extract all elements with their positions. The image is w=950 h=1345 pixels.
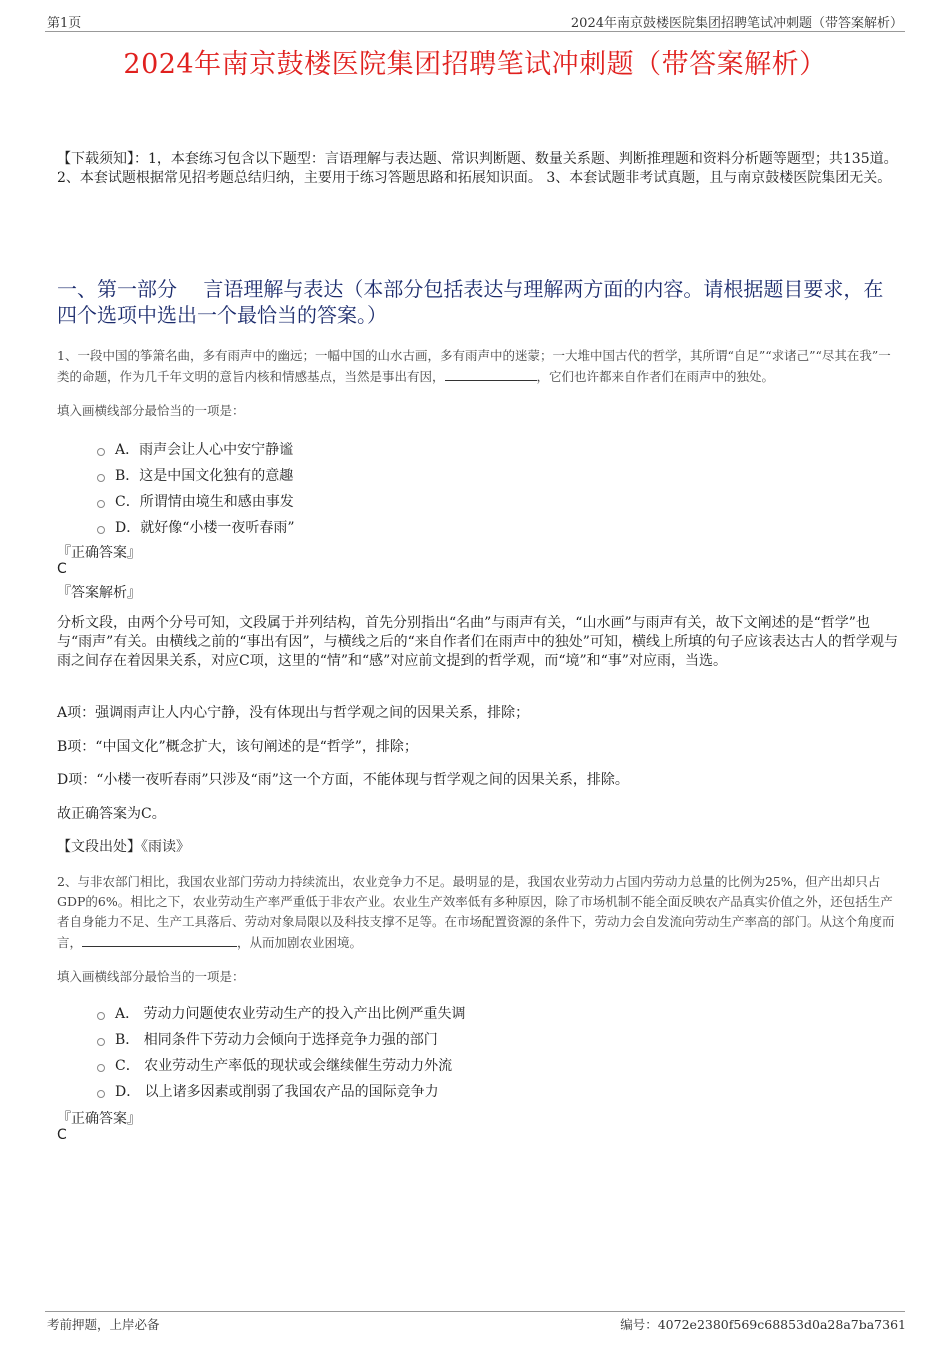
option-label: A．雨声会让人心中安宁静谧 bbox=[115, 442, 294, 458]
download-notice: 【下载须知】：1，本套练习包含以下题型：言语理解与表达题、常识判断题、数量关系题、判断推理题和资料分析题等题型；共135道。 2、本套试题根据常见招考题总结归纳，主要用于练习答题思路和拓展知识面。 3、本套试题非考试真题，且与南京鼓楼医院集团无关。 bbox=[57, 151, 898, 186]
option-label: D． 以上诸多因素或削弱了我国农产品的国际竞争力 bbox=[115, 1084, 439, 1100]
page-title: 2024年南京鼓楼医院集团招聘笔试冲刺题（带答案解析） bbox=[123, 49, 827, 80]
analysis-conclusion: 故正确答案为C。 bbox=[57, 806, 166, 822]
option-label: C． 农业劳动生产率低的现状或会继续催生劳动力外流 bbox=[115, 1058, 453, 1074]
radio-icon[interactable] bbox=[97, 526, 105, 534]
question-1-prompt: 填入画横线部分最恰当的一项是： bbox=[57, 403, 245, 418]
option-c[interactable] bbox=[97, 1052, 466, 1078]
document-id: 编号：4072e2380f569c68853d0a28a7ba7361 bbox=[620, 1317, 906, 1332]
radio-icon[interactable] bbox=[97, 1038, 105, 1046]
page-number: 第1页 bbox=[47, 16, 82, 31]
option-b[interactable] bbox=[97, 462, 295, 488]
question-1-stem: 1、一段中国的筝箫名曲，多有雨声中的幽远；一幅中国的山水古画，多有雨声中的迷蒙；一大堆中国古代的哲学，其所谓“自足”“求诸己”“尽其在我”一类的命题，作为几千年文明的意旨内核和情感基点，当然是事出有因， bbox=[57, 348, 891, 384]
analysis-option-b: B项：“中国文化”概念扩大，该句阐述的是“哲学”，排除； bbox=[57, 739, 418, 755]
correct-answer-label: 『正确答案』 bbox=[57, 545, 141, 561]
option-label: C．所谓情由境生和感由事发 bbox=[115, 494, 294, 510]
header-divider bbox=[45, 31, 905, 32]
header-doc-title: 2024年南京鼓楼医院集团招聘笔试冲刺题（带答案解析） bbox=[570, 16, 903, 31]
option-d[interactable] bbox=[97, 514, 295, 540]
analysis-text: 分析文段，由两个分号可知，文段属于并列结构，首先分别指出“名曲”与雨声有关，“山水画”与雨声有关，故下文阐述的是“哲学”也与“雨声”有关。由横线之前的“事出有因”，与横线之后的“来自作者们在雨声中的独处”可知，横线上所填的句子应该表达古人的哲学观与雨之间存在着因果关系，对应C项，这里的“情”和“感”对应前文提到的哲学观，而“境”和“事”对应雨，当选。 bbox=[57, 615, 898, 669]
question-1-options bbox=[97, 436, 295, 540]
analysis-option-a: A项：强调雨声让人内心宁静，没有体现出与哲学观之间的因果关系，排除； bbox=[57, 705, 530, 721]
answer-blank bbox=[445, 366, 537, 381]
option-label: D．就好像“小楼一夜听春雨” bbox=[115, 520, 295, 536]
correct-answer: C bbox=[57, 561, 67, 577]
footer-slogan: 考前押题，上岸必备 bbox=[47, 1317, 160, 1332]
radio-icon[interactable] bbox=[97, 1064, 105, 1072]
option-label: A． 劳动力问题使农业劳动生产的投入产出比例严重失调 bbox=[115, 1006, 466, 1022]
radio-icon[interactable] bbox=[97, 448, 105, 456]
option-label: B．这是中国文化独有的意趣 bbox=[115, 468, 294, 484]
question-2-prompt: 填入画横线部分最恰当的一项是： bbox=[57, 969, 245, 984]
option-b[interactable] bbox=[97, 1026, 466, 1052]
correct-answer-label: 『正确答案』 bbox=[57, 1111, 141, 1127]
text-source: 【文段出处】《雨读》 bbox=[57, 839, 190, 855]
option-label: B． 相同条件下劳动力会倾向于选择竞争力强的部门 bbox=[115, 1032, 438, 1048]
option-d[interactable] bbox=[97, 1078, 466, 1104]
question-2-stem-end: ，从而加剧农业困境。 bbox=[237, 935, 363, 950]
analysis-option-d: D项：“小楼一夜听春雨”只涉及“雨”这一个方面，不能体现与哲学观之间的因果关系，排除。 bbox=[57, 772, 629, 788]
question-2-text bbox=[57, 872, 900, 953]
correct-answer: C bbox=[57, 1127, 67, 1143]
radio-icon[interactable] bbox=[97, 500, 105, 508]
question-2-options bbox=[97, 1000, 466, 1104]
option-a[interactable] bbox=[97, 436, 295, 462]
radio-icon[interactable] bbox=[97, 1012, 105, 1020]
analysis-label: 『答案解析』 bbox=[57, 585, 141, 601]
question-1-text bbox=[57, 346, 900, 387]
radio-icon[interactable] bbox=[97, 1090, 105, 1098]
section-heading: 一、第一部分 言语理解与表达（本部分包括表达与理解两方面的内容。请根据题目要求，在四个选项中选出一个最恰当的答案。） bbox=[57, 277, 884, 327]
option-c[interactable] bbox=[97, 488, 295, 514]
option-a[interactable] bbox=[97, 1000, 466, 1026]
radio-icon[interactable] bbox=[97, 474, 105, 482]
answer-blank bbox=[82, 932, 237, 947]
question-2-stem: 2、与非农部门相比，我国农业部门劳动力持续流出，农业竞争力不足。最明显的是，我国农业劳动力占国内劳动力总量的比例为25%，但产出却只占GDP的6%。相比之下，农业劳动生产率严重低于非农产业。农业生产效率低有多种原因，除了市场机制不能全面反映农产品真实价值之外，还包括生产者自身能力不足、生产工具落后、劳动对象局限以及科技支撑不足等。在市场配置资源的条件下，劳动力会自发流向劳动生产率高的部门。从这个角度而言， bbox=[57, 874, 895, 950]
question-1-stem-end: ，它们也许都来自作者们在雨声中的独处。 bbox=[536, 369, 775, 384]
footer-divider bbox=[45, 1311, 905, 1312]
